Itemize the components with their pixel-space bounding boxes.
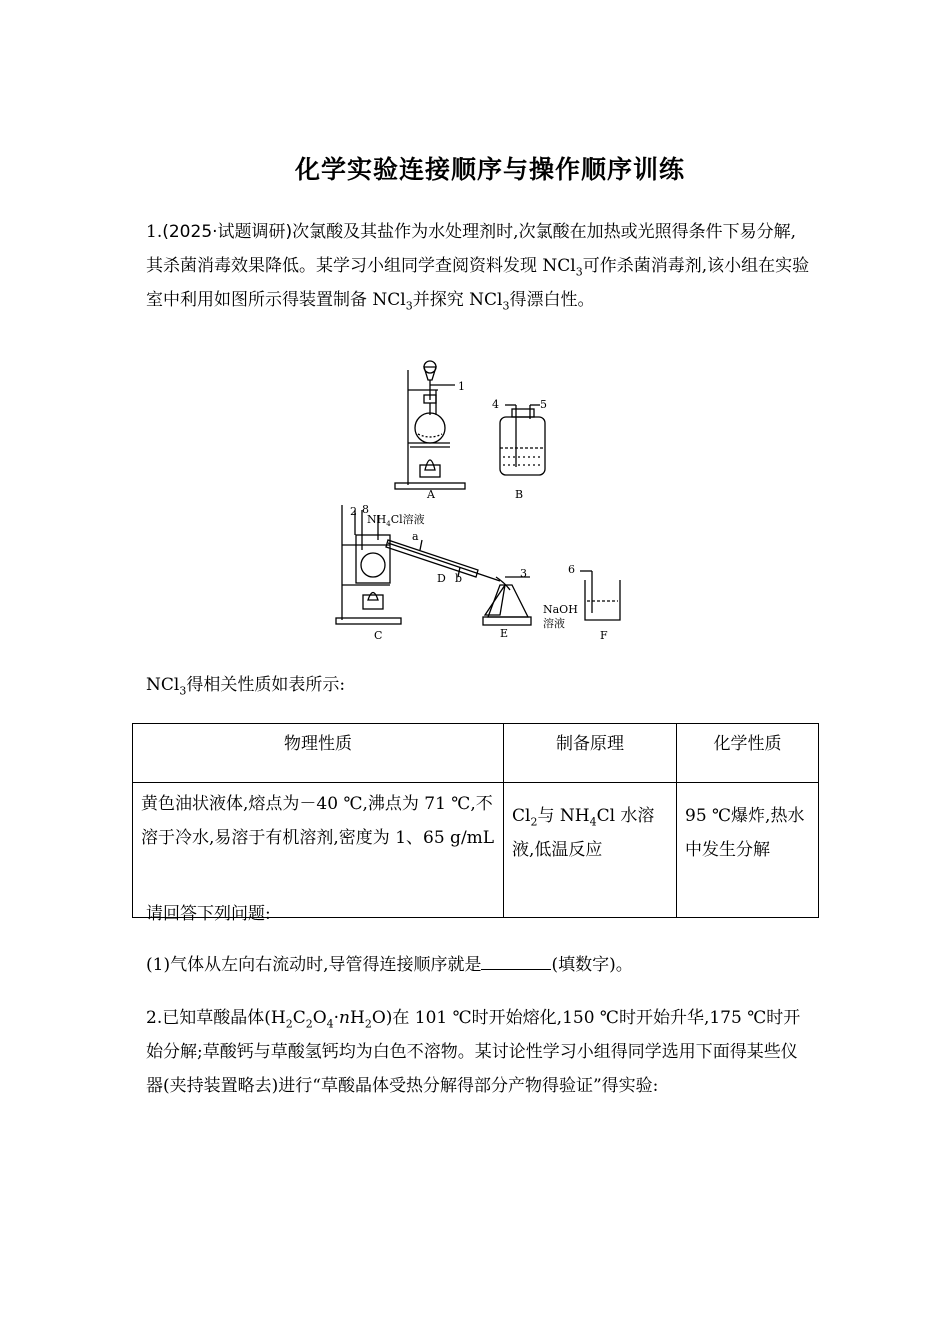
table-intro: NCl$_3$得相关性质如表所示: [146, 675, 346, 698]
header-preparation: 制备原理 [504, 724, 677, 783]
apparatus-f [580, 571, 620, 620]
header-chemical: 化学性质 [677, 724, 819, 783]
properties-table [132, 723, 819, 918]
answer-prompt: 请回答下列问题: [146, 904, 271, 924]
apparatus-e [483, 577, 531, 625]
label-3: 3 [520, 567, 527, 580]
label-5: 5 [540, 398, 547, 411]
label-D: D [437, 572, 446, 585]
label-2: 2 [350, 505, 357, 518]
label-naoh: NaOH [543, 603, 578, 616]
table-header-row [133, 724, 819, 783]
label-nh4cl: $NH_4Cl$溶液 [367, 513, 425, 528]
apparatus-d [386, 540, 510, 590]
cell-physical: 黄色油状液体,熔点为－40 ℃,沸点为 71 ℃,不溶于冷水,易溶于有机溶剂,密度为 1、65 g/mL [133, 783, 504, 918]
label-C: C [374, 629, 383, 642]
apparatus-b [500, 405, 545, 475]
label-A: A [427, 488, 435, 501]
label-B: B [515, 488, 524, 501]
label-solution: 溶液 [543, 617, 565, 630]
label-8: 8 [362, 503, 369, 516]
apparatus-a [395, 361, 465, 489]
label-4: 4 [492, 398, 499, 411]
question-1-intro: 1.(2025·试题调研)次氯酸及其盐作为水处理剂时,次氯酸在加热或光照得条件下易分解,其杀菌消毒效果降低。某学习小组同学查阅资料发现 NCl$_3$可作杀菌消毒剂,该小组在实验室中利用如图所示得装置制备 NCl$_3$并探究 NCl$_3$得漂白性。 [146, 222, 810, 313]
question-number: 1. [146, 222, 163, 242]
cell-chemical: 95 ℃爆炸,热水中发生分解 [677, 783, 819, 918]
question-source-tag: (2025·试题调研) [162, 222, 293, 242]
cell-preparation: $Cl_2$与 $NH_4Cl$ 水溶液,低温反应 [504, 783, 677, 918]
label-1: 1 [458, 380, 465, 393]
page-title: 化学实验连接顺序与操作顺序训练 [294, 155, 685, 184]
apparatus-figure [300, 345, 630, 650]
label-a: a [412, 530, 419, 543]
header-physical: 物理性质 [133, 724, 504, 783]
label-F: F [600, 629, 608, 642]
answer-blank[interactable] [481, 951, 551, 970]
label-b: b [455, 572, 463, 585]
sub-question-1: (1)气体从左向右流动时,导管得连接顺序就是 (填数字)。 [146, 948, 811, 982]
question-2: 2.已知草酸晶体$(H_2C_2O_4\cdot nH_2O)$在 101 ℃时开始熔化,150 ℃时开始升华,175 ℃时开始分解;草酸钙与草酸氢钙均为白色不溶物。某讨论性学习小组得同学选用下面得某些仪器(夹持装置略去)进行“草酸晶体受热分解得部分产物得验证”得实验: [146, 1008, 801, 1096]
label-6: 6 [568, 563, 575, 576]
label-E: E [500, 627, 509, 640]
